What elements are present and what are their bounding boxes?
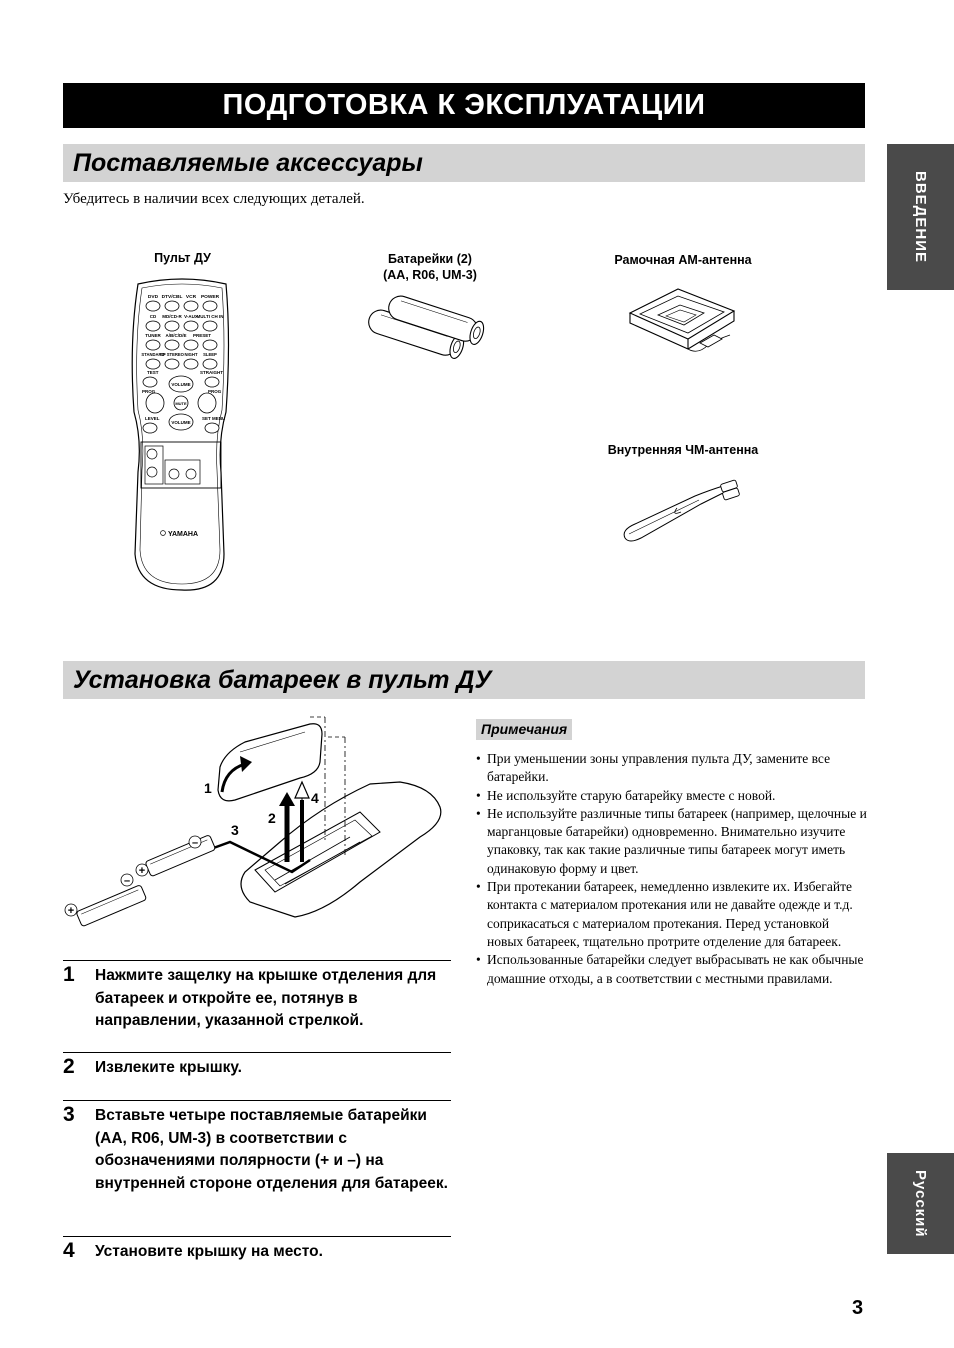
remote-btn-label: POWER	[200, 295, 220, 300]
note-item: • Не используйте различные типы батареек (например, щелочные и марганцовые батарейки) одновременно. Внимательно изучите упаковку, так как такие различные типы батареек могут иметь одинаковую форму и цвет.	[476, 805, 868, 878]
side-tab-language-label: Русский	[912, 1169, 929, 1238]
section-heading-battery-install: Установка батареек в пульт ДУ	[63, 661, 865, 699]
step-divider	[63, 960, 451, 961]
notes-list	[476, 750, 868, 988]
remote-btn-label: MUTE	[175, 401, 187, 406]
remote-btn-label: SLEEP	[203, 352, 217, 357]
remote-btn-label: VOLUME	[171, 420, 191, 425]
illustration-label-3: 3	[231, 822, 239, 838]
remote-btn-label: SP STEREO	[160, 352, 184, 357]
step-number: 3	[63, 1103, 75, 1126]
illustration-label-1: 1	[204, 780, 212, 796]
step-divider	[63, 1052, 451, 1053]
note-item: • При протекании батареек, немедленно извлеките их. Избегайте контакта с материалом протекания или не давайте одежде и т.д. соприкасаться с материалом протекания. Перед установкой новых батареек, тщательно протрите отделение для батареек.	[476, 878, 868, 951]
step-divider	[63, 1236, 451, 1237]
batteries-caption	[355, 251, 505, 283]
remote-btn-label: STRAIGHT	[200, 370, 223, 375]
am-antenna-illustration	[618, 283, 743, 363]
remote-btn-label: PROG	[142, 389, 156, 394]
notes-heading: Примечания	[476, 719, 572, 740]
accessories-intro: Убедитесь в наличии всех следующих деталей.	[63, 191, 365, 207]
remote-btn-label: MULTI CH IN	[196, 314, 224, 319]
remote-btn-label: NIGHT	[184, 352, 198, 357]
remote-btn-label: TUNER	[145, 333, 161, 338]
batteries-caption-line2: (AA, R06, UM-3)	[383, 268, 477, 282]
remote-btn-label: A/B/C/D/E	[165, 333, 187, 338]
svg-text:+: +	[138, 865, 146, 877]
remote-btn-label: TEST	[147, 370, 159, 375]
remote-btn-label: MD/CD-R	[162, 314, 182, 319]
remote-btn-label: DTV/CBL	[161, 295, 183, 300]
side-tab-language	[887, 1153, 954, 1254]
battery-install-illustration	[60, 712, 455, 940]
page-number: 3	[852, 1297, 864, 1319]
batteries-caption-line1: Батарейки (2)	[388, 252, 472, 266]
step-divider	[63, 1100, 451, 1101]
am-antenna-caption: Рамочная АМ-антенна	[614, 253, 752, 267]
step-number: 4	[63, 1239, 75, 1262]
remote-btn-label: STANDARD	[141, 352, 165, 357]
section-heading-accessories: Поставляемые аксессуары	[63, 144, 865, 182]
step-text: Установите крышку на место.	[95, 1243, 323, 1260]
svg-text:+: +	[67, 905, 75, 917]
svg-text:–: –	[123, 875, 131, 887]
illustration-label-2: 2	[268, 810, 276, 826]
remote-btn-label: LEVEL	[145, 416, 160, 421]
remote-btn-label: VOLUME	[171, 382, 191, 387]
remote-btn-label: PROG	[208, 389, 222, 394]
remote-btn-label: PRESET	[192, 333, 212, 338]
step-text: Вставьте четыре поставляемые батарейки (AA, R06, UM-3) в соответствии с обозначениями полярности (+ и –) на внутренней стороне отделения для батареек.	[95, 1107, 448, 1192]
remote-btn-label: V-AUX	[184, 314, 198, 319]
remote-control-illustration	[120, 272, 245, 597]
note-item: • Не используйте старую батарейку вместе с новой.	[476, 787, 868, 805]
svg-text:–: –	[191, 837, 199, 849]
remote-btn-label: DVD	[147, 295, 159, 300]
side-tab-introduction	[887, 144, 954, 290]
side-tab-introduction-label: ВВЕДЕНИЕ	[912, 171, 929, 263]
remote-brand-logo: YAMAHA	[167, 531, 199, 538]
fm-antenna-illustration	[615, 468, 750, 550]
step-number: 2	[63, 1055, 75, 1078]
batteries-illustration	[365, 285, 495, 370]
note-item: • Использованные батарейки следует выбрасывать не как обычные домашние отходы, а в соответствии с местными правилами.	[476, 951, 868, 988]
step-text: Извлеките крышку.	[95, 1059, 242, 1076]
note-item: • При уменьшении зоны управления пульта ДУ, замените все батарейки.	[476, 750, 868, 787]
fm-antenna-caption: Внутренняя ЧМ-антенна	[607, 443, 759, 457]
remote-caption: Пульт ДУ	[154, 251, 211, 265]
illustration-label-4: 4	[311, 790, 319, 806]
remote-btn-label: CD	[149, 314, 157, 319]
page-title: ПОДГОТОВКА К ЭКСПЛУАТАЦИИ	[63, 83, 865, 128]
remote-btn-label: SET MENU	[202, 416, 226, 421]
step-number: 1	[63, 963, 75, 986]
remote-btn-label: VCR	[185, 295, 197, 300]
step-text: Нажмите защелку на крышке отделения для батареек и откройте ее, потянув в направлении, указанной стрелкой.	[95, 967, 437, 1029]
